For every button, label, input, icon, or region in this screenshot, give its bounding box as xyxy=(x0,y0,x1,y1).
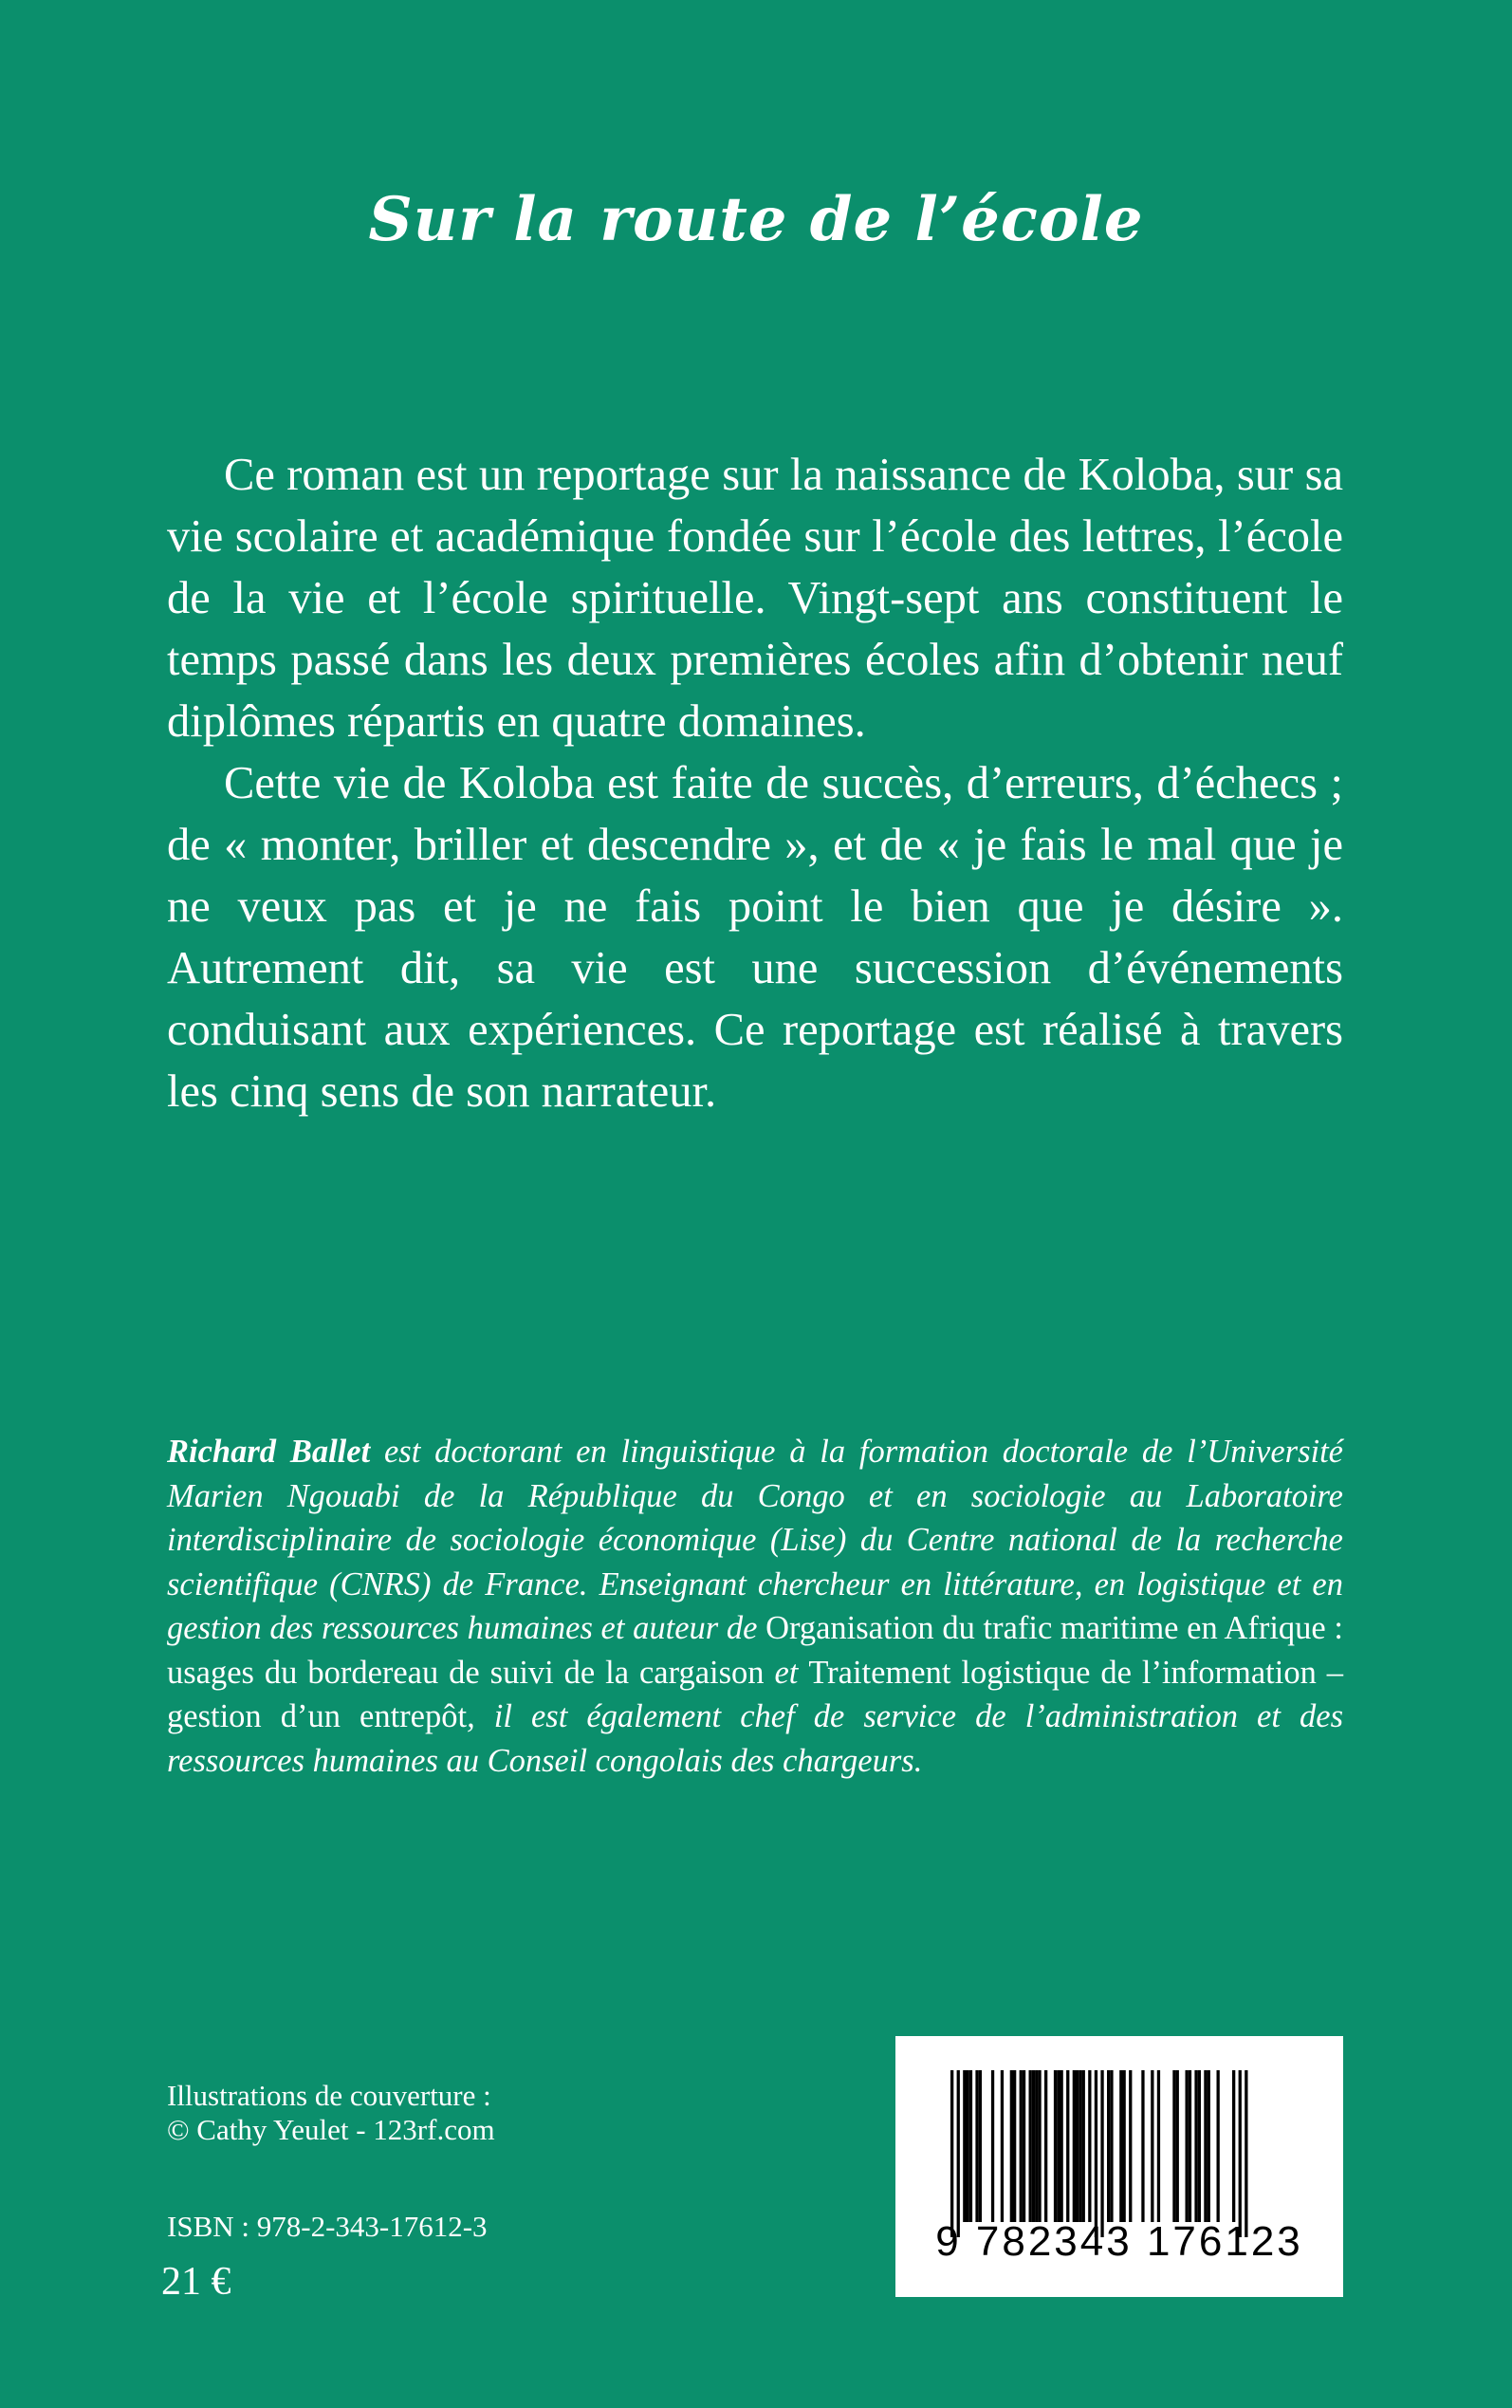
barcode-bar xyxy=(1208,2070,1210,2222)
barcode-bar xyxy=(1038,2070,1041,2222)
barcode-bar xyxy=(969,2070,972,2222)
credits-label: Illustrations de couverture : xyxy=(167,2079,491,2112)
barcode-bar xyxy=(1232,2070,1235,2222)
bio-text: et xyxy=(764,1654,809,1691)
barcode-guard-bar xyxy=(950,2070,953,2237)
barcode-bar xyxy=(991,2070,994,2222)
barcode-bar xyxy=(1032,2070,1035,2222)
author-bio xyxy=(167,1430,1343,1783)
barcode-bar xyxy=(1057,2070,1060,2222)
barcode-bar xyxy=(963,2070,966,2222)
barcode-bar xyxy=(1123,2070,1126,2222)
barcode-bar xyxy=(1076,2070,1079,2222)
book-title: Sur la route de l’école xyxy=(368,184,1144,255)
barcode-bar xyxy=(1119,2070,1122,2222)
barcode-bar xyxy=(1157,2070,1160,2222)
barcode-bar xyxy=(1001,2070,1004,2222)
barcode-bar xyxy=(1189,2070,1191,2222)
barcode-bar xyxy=(1020,2070,1023,2222)
bio-text: , il est également chef de service de l’administration et des ressources humaines au Conseil congolais des chargeurs. xyxy=(167,1698,1343,1779)
barcode-bar xyxy=(1186,2070,1189,2222)
barcode-bar xyxy=(1010,2070,1013,2222)
book-summary xyxy=(167,444,1343,1122)
barcode-bar xyxy=(1217,2070,1220,2222)
barcode-bar xyxy=(1204,2070,1207,2222)
barcode-digits: 9 782343 176123 xyxy=(935,2218,1303,2265)
barcode-bar xyxy=(1079,2070,1081,2222)
barcode-bar xyxy=(1029,2070,1032,2222)
barcode-bar xyxy=(1194,2070,1197,2222)
barcode-bar xyxy=(1107,2070,1110,2222)
barcode-bar xyxy=(967,2070,969,2222)
barcode-bar xyxy=(1198,2070,1201,2222)
cover-credits xyxy=(167,2079,495,2147)
barcode-bar xyxy=(1023,2070,1025,2222)
summary-paragraph: Cette vie de Koloba est faite de succès, d’erreurs, d’échecs ; de « monter, briller et descendre », et de « je fais le mal que je ne veux pas et je ne fais point le bien que je désire ». Autrement dit, sa vie est une succession d’événements conduisant aux expériences. Ce reportage est réalisé à travers les cinq sens de son narrateur. xyxy=(167,758,1343,1117)
bio-work-title: Traitement logistique de l’information – gestion d’un entrepôt xyxy=(167,1654,1343,1734)
barcode-bar xyxy=(1129,2070,1132,2222)
price: 21 € xyxy=(161,2260,231,2304)
barcode-bar xyxy=(975,2070,978,2222)
barcode-bar xyxy=(1054,2070,1057,2222)
bio-text: est doctorant en linguistique à la formation doctorale de l’Université Marien Ngouabi de la République du Congo et en sociologie au Laboratoire interdisciplinaire de sociologie économique (Lise) du Centre national de la recherche scientifique (CNRS) de France. Enseignant chercheur en littérature, en logistique et en gestion des ressources humaines et auteur de xyxy=(167,1434,1343,1646)
barcode-bar xyxy=(1141,2070,1144,2222)
isbn-number: ISBN : 978-2-343-17612-3 xyxy=(167,2210,488,2243)
barcode-bar xyxy=(1110,2070,1113,2222)
bio-work-title: Organisation du trafic maritime en Afrique : usages du bordereau de suivi de la cargaison xyxy=(167,1610,1343,1691)
barcode-guard-bar xyxy=(1245,2070,1247,2237)
credits-photographer: © Cathy Yeulet - 123rf.com xyxy=(167,2113,495,2146)
barcode-bar xyxy=(1082,2070,1085,2222)
barcode-bar xyxy=(1066,2070,1069,2222)
barcode-bar xyxy=(1073,2070,1076,2222)
barcode-bar xyxy=(1088,2070,1091,2222)
barcode-bar xyxy=(1176,2070,1179,2222)
barcode-guard-bar xyxy=(1095,2070,1097,2237)
barcode-bar xyxy=(1013,2070,1016,2222)
barcode-guard-bar xyxy=(1100,2070,1103,2237)
barcode-guard-bar xyxy=(957,2070,960,2237)
summary-paragraph: Ce roman est un reportage sur la naissance de Koloba, sur sa vie scolaire et académique fondée sur l’école des lettres, l’école de la vie et l’école spirituelle. Vingt-sept ans constituent le temps passé dans les deux premières écoles afin d’obtenir neuf diplômes répartis en quatre domaines. xyxy=(167,450,1343,747)
author-name: Richard Ballet xyxy=(167,1434,371,1470)
barcode-bar xyxy=(1044,2070,1047,2222)
barcode xyxy=(895,2036,1343,2297)
barcode-bar xyxy=(979,2070,982,2222)
barcode-bar xyxy=(1060,2070,1063,2222)
barcode-guard-bar xyxy=(1239,2070,1242,2237)
barcode-bar xyxy=(1035,2070,1038,2222)
barcode-bar xyxy=(1151,2070,1153,2222)
barcode-bar xyxy=(1172,2070,1175,2222)
